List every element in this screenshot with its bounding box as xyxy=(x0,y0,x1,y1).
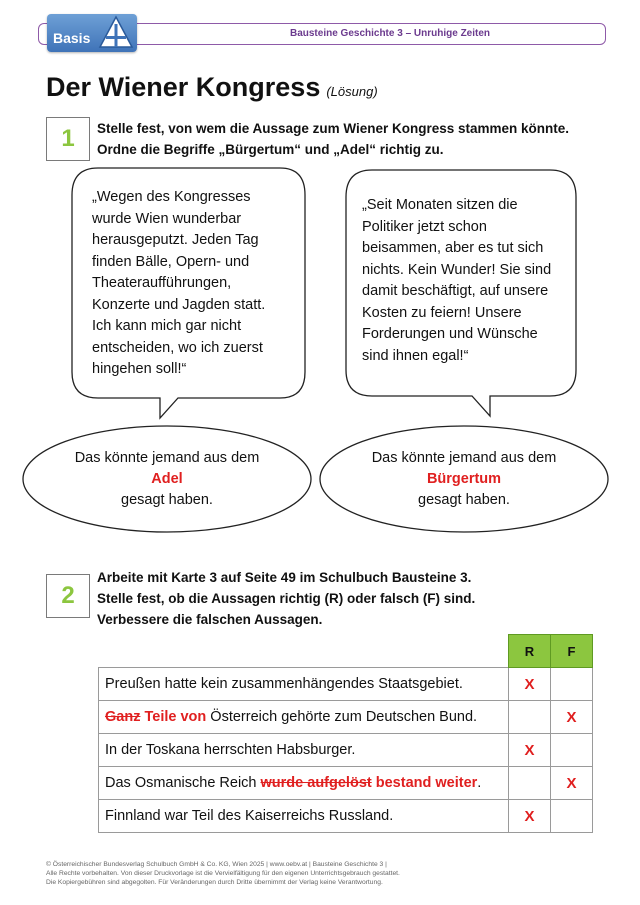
correction-text: Teile von xyxy=(144,709,207,725)
table-row xyxy=(99,734,593,767)
statement-cell: Finnland war Teil des Kaiserreichs Russland. xyxy=(99,800,509,833)
struck-text: wurde aufgelöst xyxy=(260,775,372,791)
task-1-line: Stelle fest, von wem die Aussage zum Wiener Kongress stammen könnte. xyxy=(97,121,570,136)
mark-r-cell xyxy=(509,767,551,800)
mark-f-cell xyxy=(551,800,593,833)
task-2-line: Arbeite mit Karte 3 auf Seite 49 im Schulbuch Bausteine 3. xyxy=(97,570,472,585)
task-2-line: Verbessere die falschen Aussagen. xyxy=(97,612,323,627)
task-1-line: Ordne die Begriffe „Bürgertum“ und „Adel“ richtig zu. xyxy=(97,142,444,157)
task-2-line: Stelle fest, ob die Aussagen richtig (R) oder falsch (F) sind. xyxy=(97,591,476,606)
answer-adel: Adel xyxy=(151,471,183,487)
answer-left: Das könnte jemand aus dem Adel gesagt haben. xyxy=(27,448,307,511)
table-row xyxy=(99,701,593,734)
true-false-table xyxy=(98,634,593,833)
statement-cell: In der Toskana herrschten Habsburger. xyxy=(99,734,509,767)
column-header-f: F xyxy=(551,635,593,668)
answer-right: Das könnte jemand aus dem Bürgertum gesagt haben. xyxy=(324,448,604,511)
mark-r-cell: X xyxy=(509,734,551,767)
answer-buergertum: Bürgertum xyxy=(426,471,502,487)
column-header-r: R xyxy=(509,635,551,668)
task-2-number: 2 xyxy=(46,574,90,618)
struck-text: Ganz xyxy=(105,709,141,725)
footer-copyright: © Österreichischer Bundesverlag Schulbuch GmbH & Co. KG, Wien 2025 | www.oebv.at | Bausteine Geschichte 3 | Alle Rechte vorbehalten. Von dieser Druckvorlage ist die Vervielfältigung für den eigenen Unterrichtsgebrauch gestattet. Die Kopiergebühren sind abgegolten. Für Veränderungen durch Dritte übernimmt der Verlag keine Verantwortung. xyxy=(46,861,400,886)
mark-f-cell xyxy=(551,734,593,767)
table-row xyxy=(99,668,593,701)
task-1-number: 1 xyxy=(46,117,90,161)
mark-r-cell: X xyxy=(509,800,551,833)
task-2-instructions xyxy=(97,567,617,630)
table-header-row xyxy=(99,635,593,668)
speech-bubble-left-text: „Wegen des Kongresses wurde Wien wunderbar herausgeputzt. Jeden Tag finden Bälle, Opern- und Theateraufführungen, Konzerte und Jagden statt. Ich kann mich gar nicht entscheiden, wo ich zuerst hingehen soll!“ xyxy=(92,189,266,377)
statement-cell: Preußen hatte kein zusammenhängendes Staatsgebiet. xyxy=(99,668,509,701)
table-row xyxy=(99,800,593,833)
page-title: Der Wiener Kongress (Lösung) xyxy=(46,72,378,102)
header-title: Bausteine Geschichte 3 – Unruhige Zeiten xyxy=(289,28,491,39)
correction-text: bestand weiter xyxy=(375,775,478,791)
mark-f-cell xyxy=(551,668,593,701)
statement-cell: Ganz Teile von Österreich gehörte zum Deutschen Bund. xyxy=(99,701,509,734)
statement-cell: Das Osmanische Reich wurde aufgelöst bestand weiter. xyxy=(99,767,509,800)
mark-f-cell: X xyxy=(551,701,593,734)
mark-f-cell: X xyxy=(551,767,593,800)
table-row xyxy=(99,767,593,800)
mark-r-cell xyxy=(509,701,551,734)
logo-text: Basis xyxy=(53,30,91,46)
mark-r-cell: X xyxy=(509,668,551,701)
speech-bubble-right-text: „Seit Monaten sitzen die Politiker jetzt schon beisammen, aber es tut sich nichts. Kein Wunder! Sie sind damit beschäftigt, auf unsere Kosten zu feiern! Unsere Forderungen und Wünsche sind ihnen egal!“ xyxy=(362,197,552,364)
page-subtitle: (Lösung) xyxy=(326,84,378,99)
